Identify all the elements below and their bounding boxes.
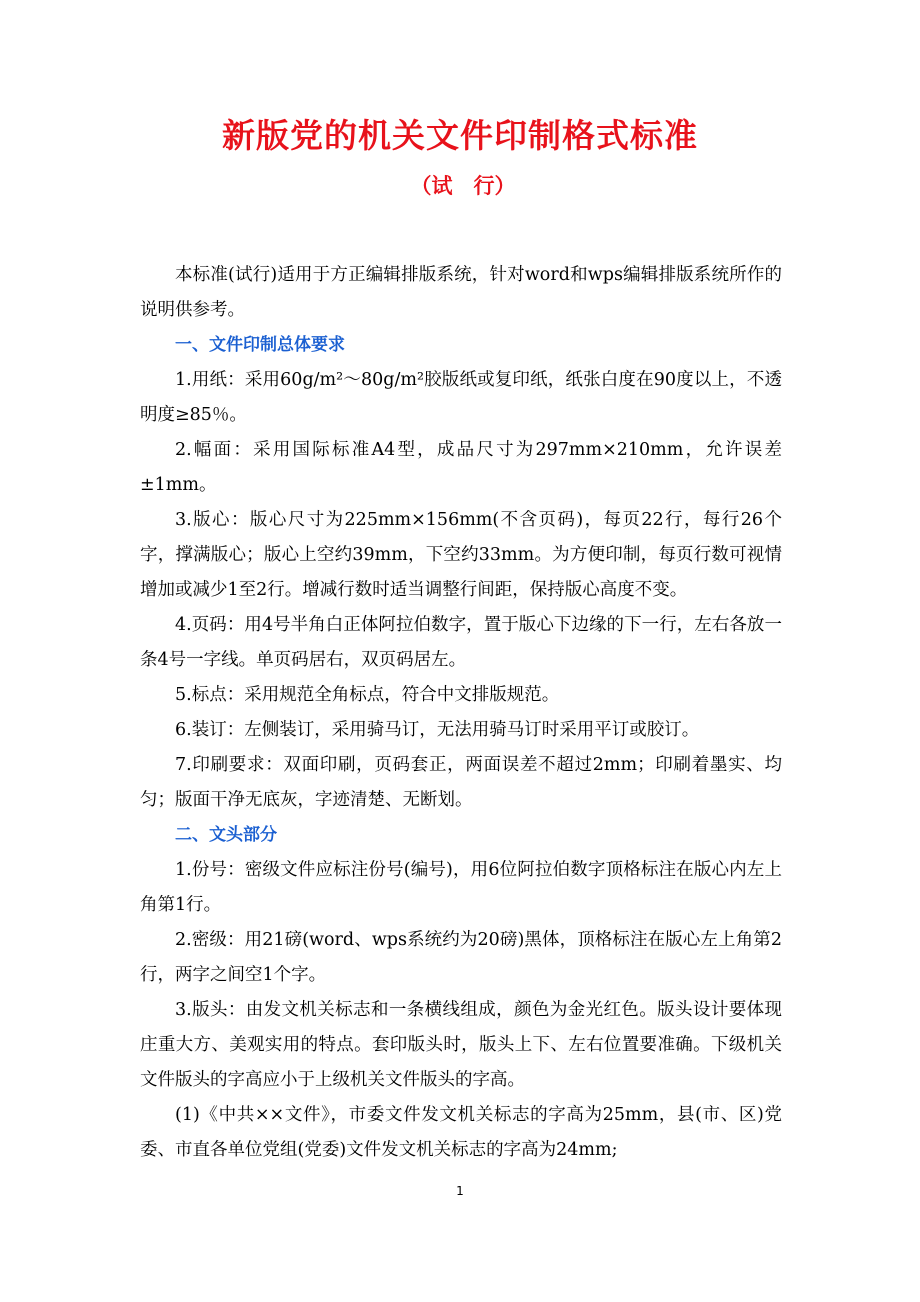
paragraph: 5.标点：采用规范全角标点，符合中文排版规范。 [175,685,560,705]
section-heading: 二、文头部分 [175,825,277,845]
paragraph: 7.印刷要求：双面印刷，页码套正，两面误差不超过2mm；印刷着墨实、均匀；版面干净无底灰，字迹清楚、无断划。 [140,755,782,810]
document-subtitle: （试 行） [410,174,516,198]
document-body [140,258,782,1168]
paragraph: 1.份号：密级文件应标注份号(编号)，用6位阿拉伯数字顶格标注在版心内左上角第1行。 [140,860,782,915]
paragraph: (1)《中共××文件》，市委文件发文机关标志的字高为25mm，县(市、区)党委、市直各单位党组(党委)文件发文机关标志的字高为24mm; [140,1105,782,1160]
paragraph: 1.用纸：采用60g/m²～80g/m²胶版纸或复印纸，纸张白度在90度以上，不透明度≥85％。 [140,370,782,425]
paragraph: 2.幅面：采用国际标准A4型，成品尺寸为297mm×210mm，允许误差±1mm。 [140,440,782,495]
intro-paragraph: 本标准(试行)适用于方正编辑排版系统，针对word和wps编辑排版系统所作的说明供参考。 [140,265,782,320]
paragraph: 3.版心：版心尺寸为225mm×156mm(不含页码)，每页22行，每行26个字，撑满版心；版心上空约39mm，下空约33mm。为方便印制，每页行数可视情增加或减少1至2行。增减行数时适当调整行间距，保持版心高度不变。 [140,510,782,600]
section-heading: 一、文件印制总体要求 [175,335,345,355]
paragraph: 6.装订：左侧装订，采用骑马订，无法用骑马订时采用平订或胶订。 [175,720,700,740]
paragraph: 4.页码：用4号半角白正体阿拉伯数字，置于版心下边缘的下一行，左右各放一条4号一字线。单页码居右，双页码居左。 [140,615,782,670]
paragraph: 2.密级：用21磅(word、wps系统约为20磅)黑体，顶格标注在版心左上角第2行，两字之间空1个字。 [140,930,782,985]
page-number: 1 [456,1184,464,1198]
document-title: 新版党的机关文件印制格式标准 [222,116,698,155]
paragraph: 3.版头：由发文机关标志和一条横线组成，颜色为金光红色。版头设计要体现庄重大方、美观实用的特点。套印版头时，版头上下、左右位置要准确。下级机关文件版头的字高应小于上级机关文件版头的字高。 [140,1000,782,1090]
